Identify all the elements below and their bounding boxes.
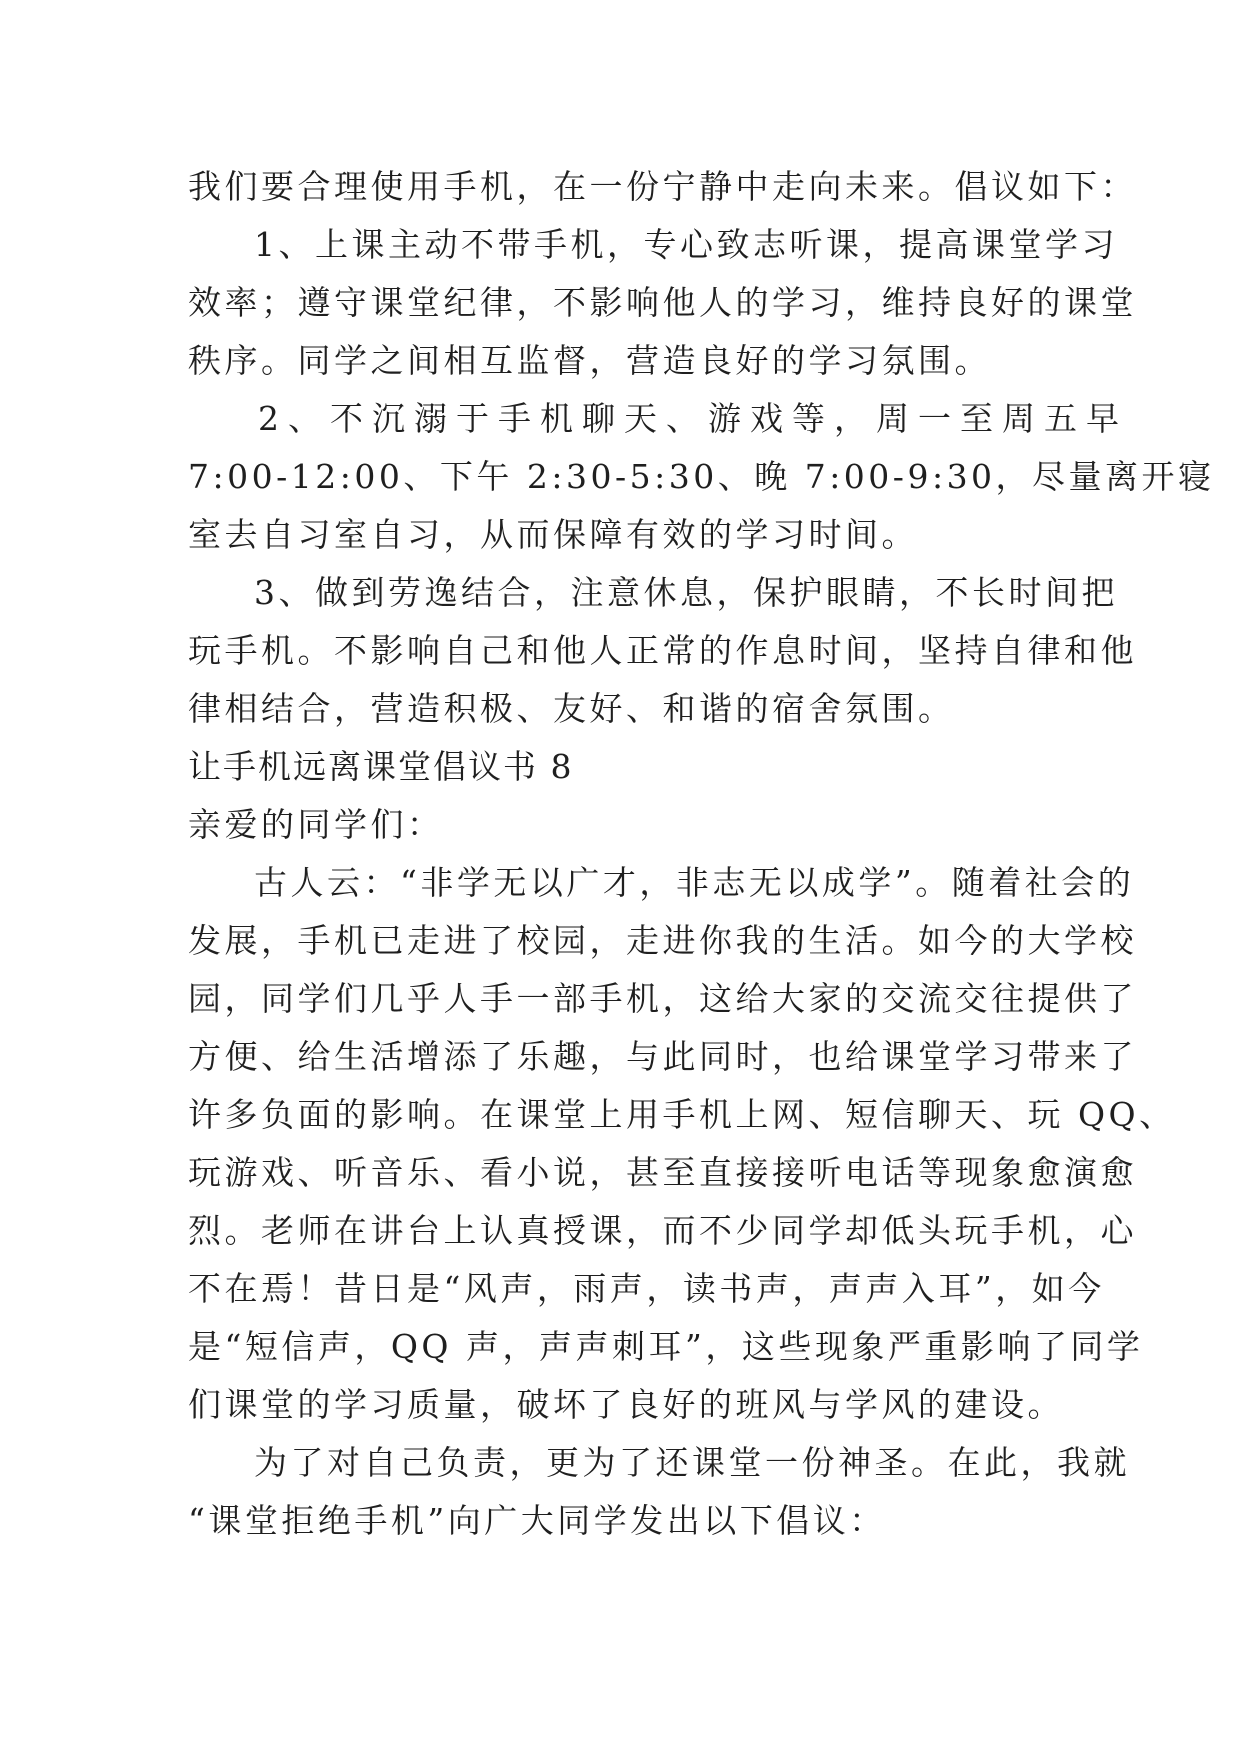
text-line: 园，同学们几乎人手一部手机，这给大家的交流交往提供了 bbox=[188, 979, 1137, 1018]
text-line: 发展，手机已走进了校园，走进你我的生活。如今的大学校 bbox=[188, 921, 1137, 960]
text-line: 律相结合，营造积极、友好、和谐的宿舍氛围。 bbox=[188, 689, 955, 728]
salutation: 亲爱的同学们： bbox=[188, 805, 444, 844]
text-line: 是“短信声，QQ 声，声声刺耳”，这些现象严重影响了同学 bbox=[188, 1327, 1144, 1366]
text-line: 3、做到劳逸结合，注意休息，保护眼睛，不长时间把 bbox=[254, 573, 1118, 612]
text-line: 方便、给生活增添了乐趣，与此同时，也给课堂学习带来了 bbox=[188, 1037, 1137, 1076]
text-line: 玩游戏、听音乐、看小说，甚至直接接听电话等现象愈演愈 bbox=[188, 1153, 1137, 1192]
text-line: 我们要合理使用手机，在一份宁静中走向未来。倡议如下： bbox=[188, 167, 1137, 206]
text-line: 玩手机。不影响自己和他人正常的作息时间，坚持自律和他 bbox=[188, 631, 1137, 670]
text-line: 为了对自己负责，更为了还课堂一份神圣。在此，我就 bbox=[254, 1443, 1130, 1482]
document-page bbox=[188, 158, 1215, 1550]
text-line: 古人云：“非学无以广才，非志无以成学”。随着社会的 bbox=[254, 863, 1135, 902]
text-line: 秩序。同学之间相互监督，营造良好的学习氛围。 bbox=[188, 341, 991, 380]
text-line: 2、不沉溺于手机聊天、游戏等，周一至周五早 bbox=[258, 399, 1128, 438]
text-line: 们课堂的学习质量，破坏了良好的班风与学风的建设。 bbox=[188, 1385, 1064, 1424]
text-line: “课堂拒绝手机”向广大同学发出以下倡议： bbox=[188, 1501, 886, 1540]
text-line: 许多负面的影响。在课堂上用手机上网、短信聊天、玩 QQ、 bbox=[188, 1095, 1176, 1134]
text-line: 室去自习室自习，从而保障有效的学习时间。 bbox=[188, 515, 918, 554]
text-line: 7:00-12:00、下午 2:30-5:30、晚 7:00-9:30，尽量离开寝 bbox=[188, 457, 1215, 496]
text-line: 1、上课主动不带手机，专心致志听课，提高课堂学习 bbox=[254, 225, 1118, 264]
text-line: 效率；遵守课堂纪律，不影响他人的学习，维持良好的课堂 bbox=[188, 283, 1137, 322]
section-heading: 让手机远离课堂倡议书 8 bbox=[188, 747, 574, 786]
text-line: 烈。老师在讲台上认真授课，而不少同学却低头玩手机，心 bbox=[188, 1211, 1137, 1250]
text-line: 不在焉！昔日是“风声，雨声，读书声，声声入耳”，如今 bbox=[188, 1269, 1105, 1308]
